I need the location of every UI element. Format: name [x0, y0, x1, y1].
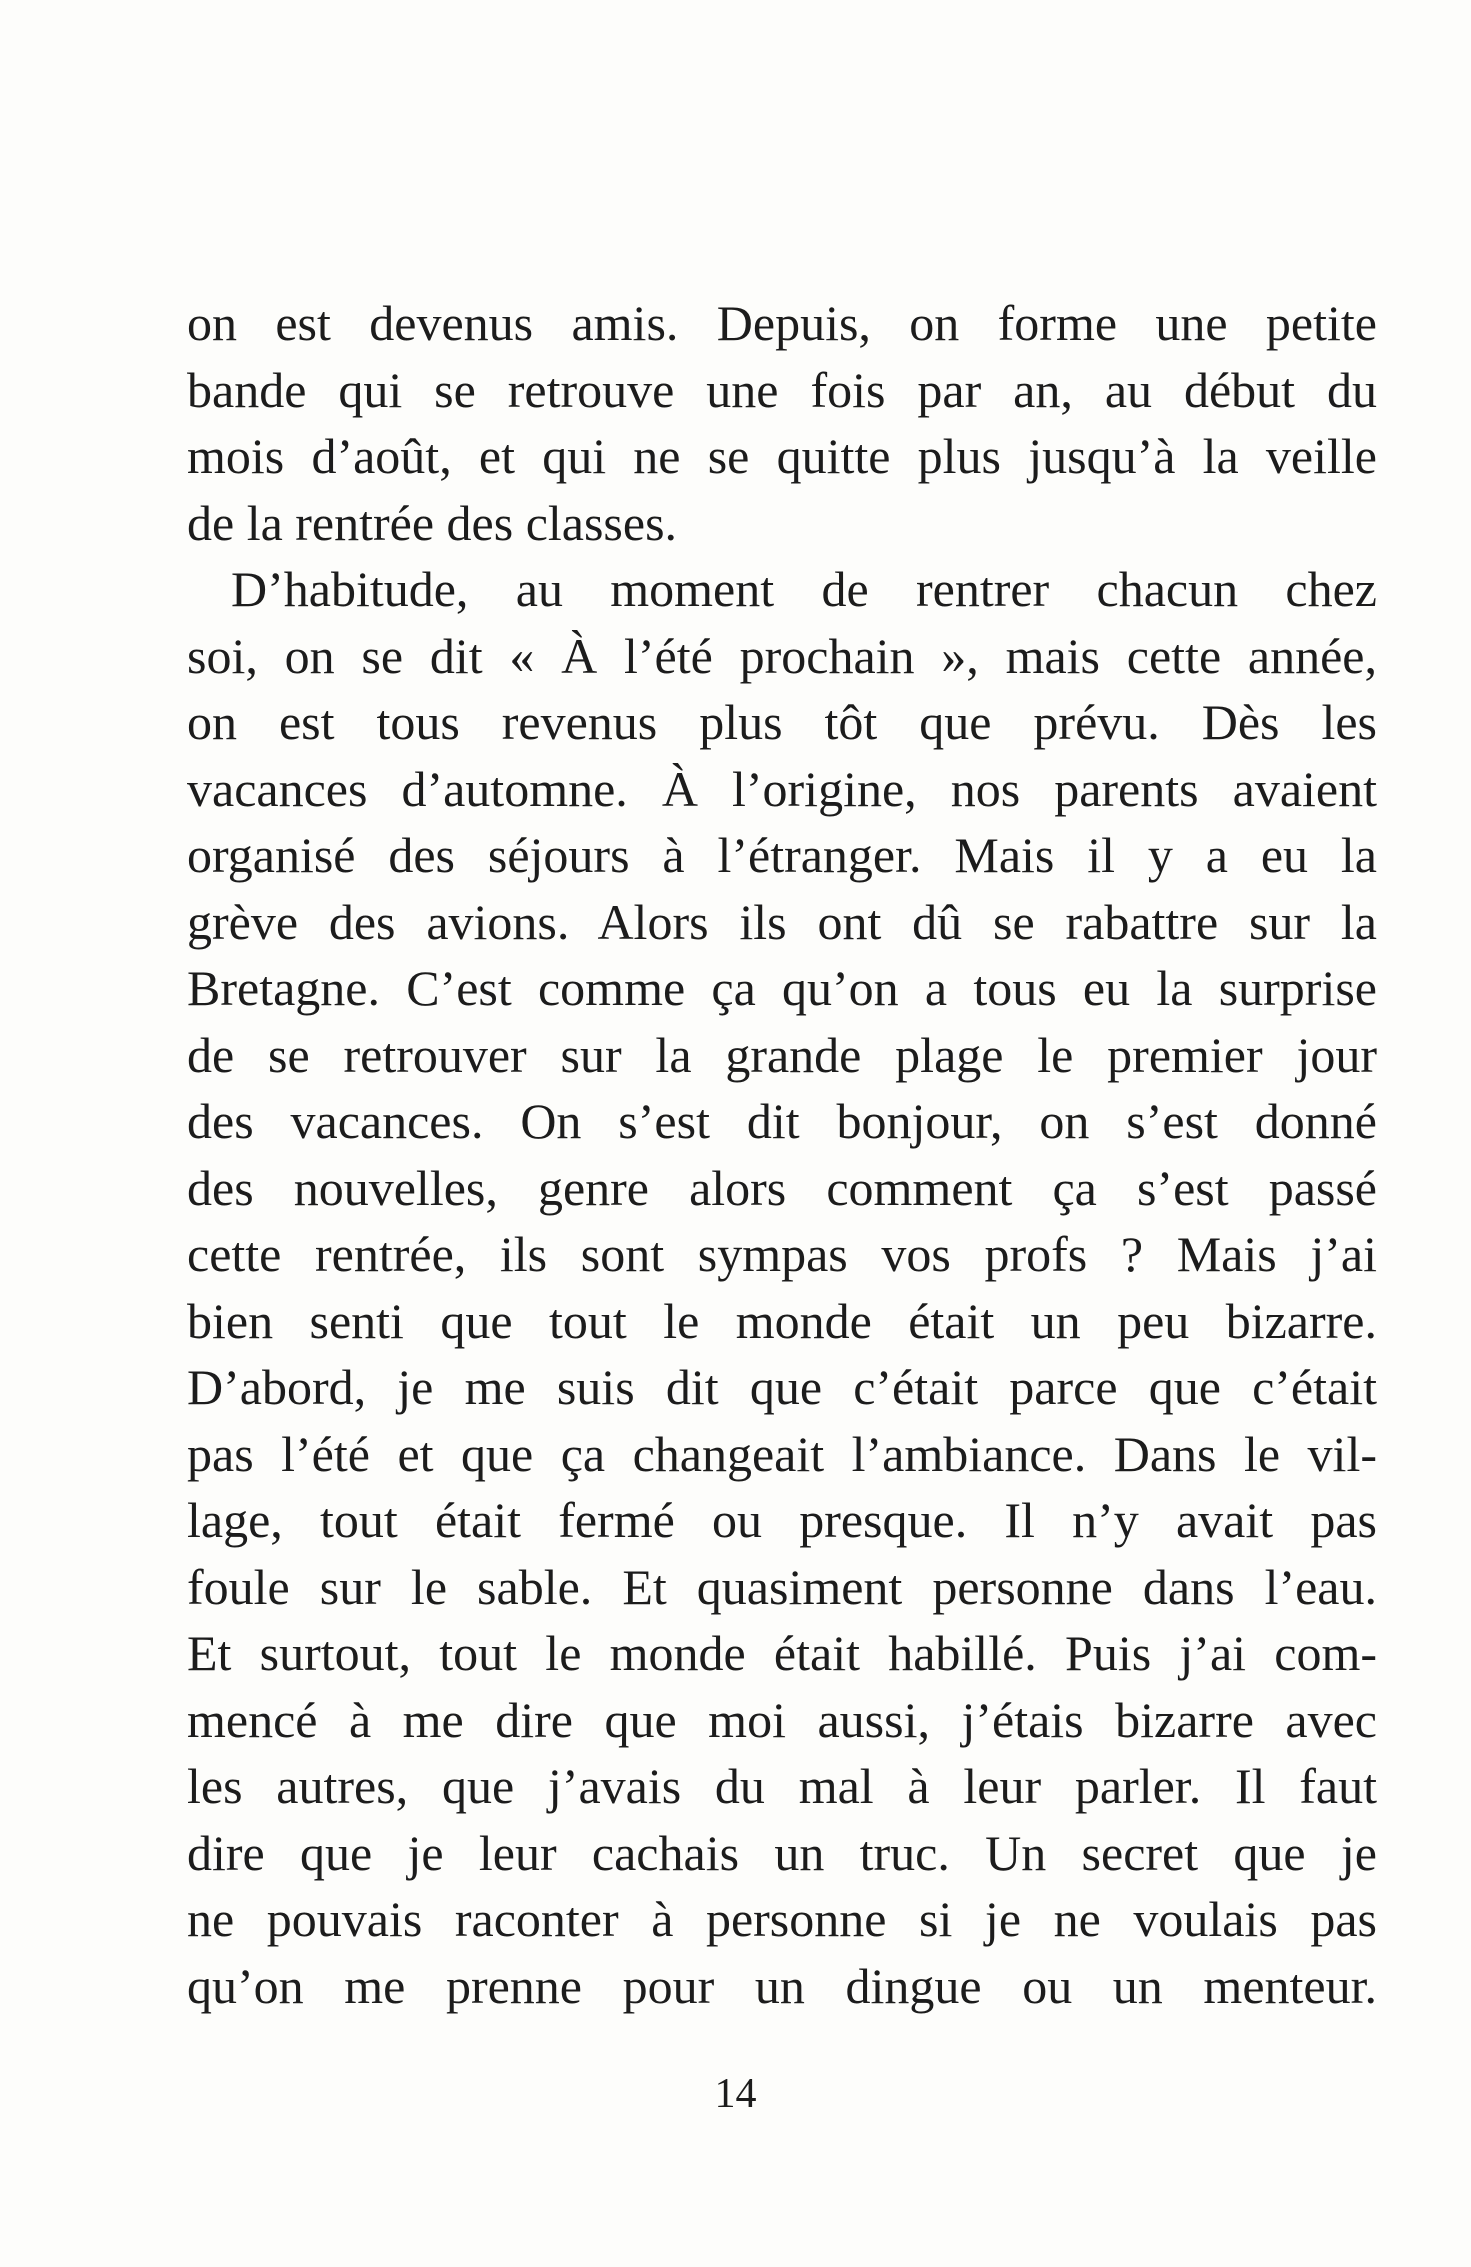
text-line: Et surtout, tout le monde était habillé. Puis j’ai com- — [187, 1625, 1377, 1681]
text-line: D’abord, je me suis dit que c’était parce que c’était — [187, 1359, 1377, 1415]
text-line: bien senti que tout le monde était un peu bizarre. — [187, 1292, 1377, 1349]
text-line: des vacances. On s’est dit bonjour, on s’est donné — [187, 1093, 1377, 1149]
text-line: des nouvelles, genre alors comment ça s’est passé — [187, 1159, 1377, 1216]
text-line: on est tous revenus plus tôt que prévu. Dès les — [187, 694, 1377, 750]
text-line: pas l’été et que ça changeait l’ambiance. Dans le vil- — [187, 1425, 1377, 1482]
text-line: D’habitude, au moment de rentrer chacun chez — [231, 561, 1377, 617]
text-line: dire que je leur cachais un truc. Un secret que je — [187, 1824, 1377, 1881]
body-text — [187, 290, 1377, 2019]
text-line: grève des avions. Alors ils ont dû se rabattre sur la — [187, 893, 1377, 950]
text-line: lage, tout était fermé ou presque. Il n’y avait pas — [187, 1492, 1377, 1548]
text-line: les autres, que j’avais du mal à leur parler. Il faut — [187, 1758, 1377, 1814]
text-line: Bretagne. C’est comme ça qu’on a tous eu la surprise — [187, 960, 1377, 1016]
text-line: cette rentrée, ils sont sympas vos profs ? Mais j’ai — [187, 1226, 1377, 1282]
text-line: de se retrouver sur la grande plage le premier jour — [187, 1026, 1377, 1083]
text-line: organisé des séjours à l’étranger. Mais il y a eu la — [187, 827, 1377, 883]
page-number: 14 — [714, 2071, 757, 2117]
text-line: vacances d’automne. À l’origine, nos parents avaient — [187, 760, 1377, 817]
text-line: mencé à me dire que moi aussi, j’étais bizarre avec — [187, 1691, 1377, 1748]
text-line: mois d’août, et qui ne se quitte plus jusqu’à la veille — [187, 428, 1377, 484]
text-line: de la rentrée des classes. — [187, 494, 678, 551]
text-line: foule sur le sable. Et quasiment personne dans l’eau. — [187, 1558, 1377, 1615]
paragraph-1 — [187, 290, 1377, 556]
text-line: bande qui se retrouve une fois par an, au début du — [187, 361, 1377, 418]
text-line: ne pouvais raconter à personne si je ne voulais pas — [187, 1891, 1377, 1947]
paragraph-2 — [187, 556, 1377, 2019]
text-line: on est devenus amis. Depuis, on forme une petite — [187, 295, 1377, 351]
text-line: soi, on se dit « À l’été prochain », mais cette année, — [187, 627, 1377, 684]
text-line: qu’on me prenne pour un dingue ou un menteur. — [187, 1957, 1377, 2014]
